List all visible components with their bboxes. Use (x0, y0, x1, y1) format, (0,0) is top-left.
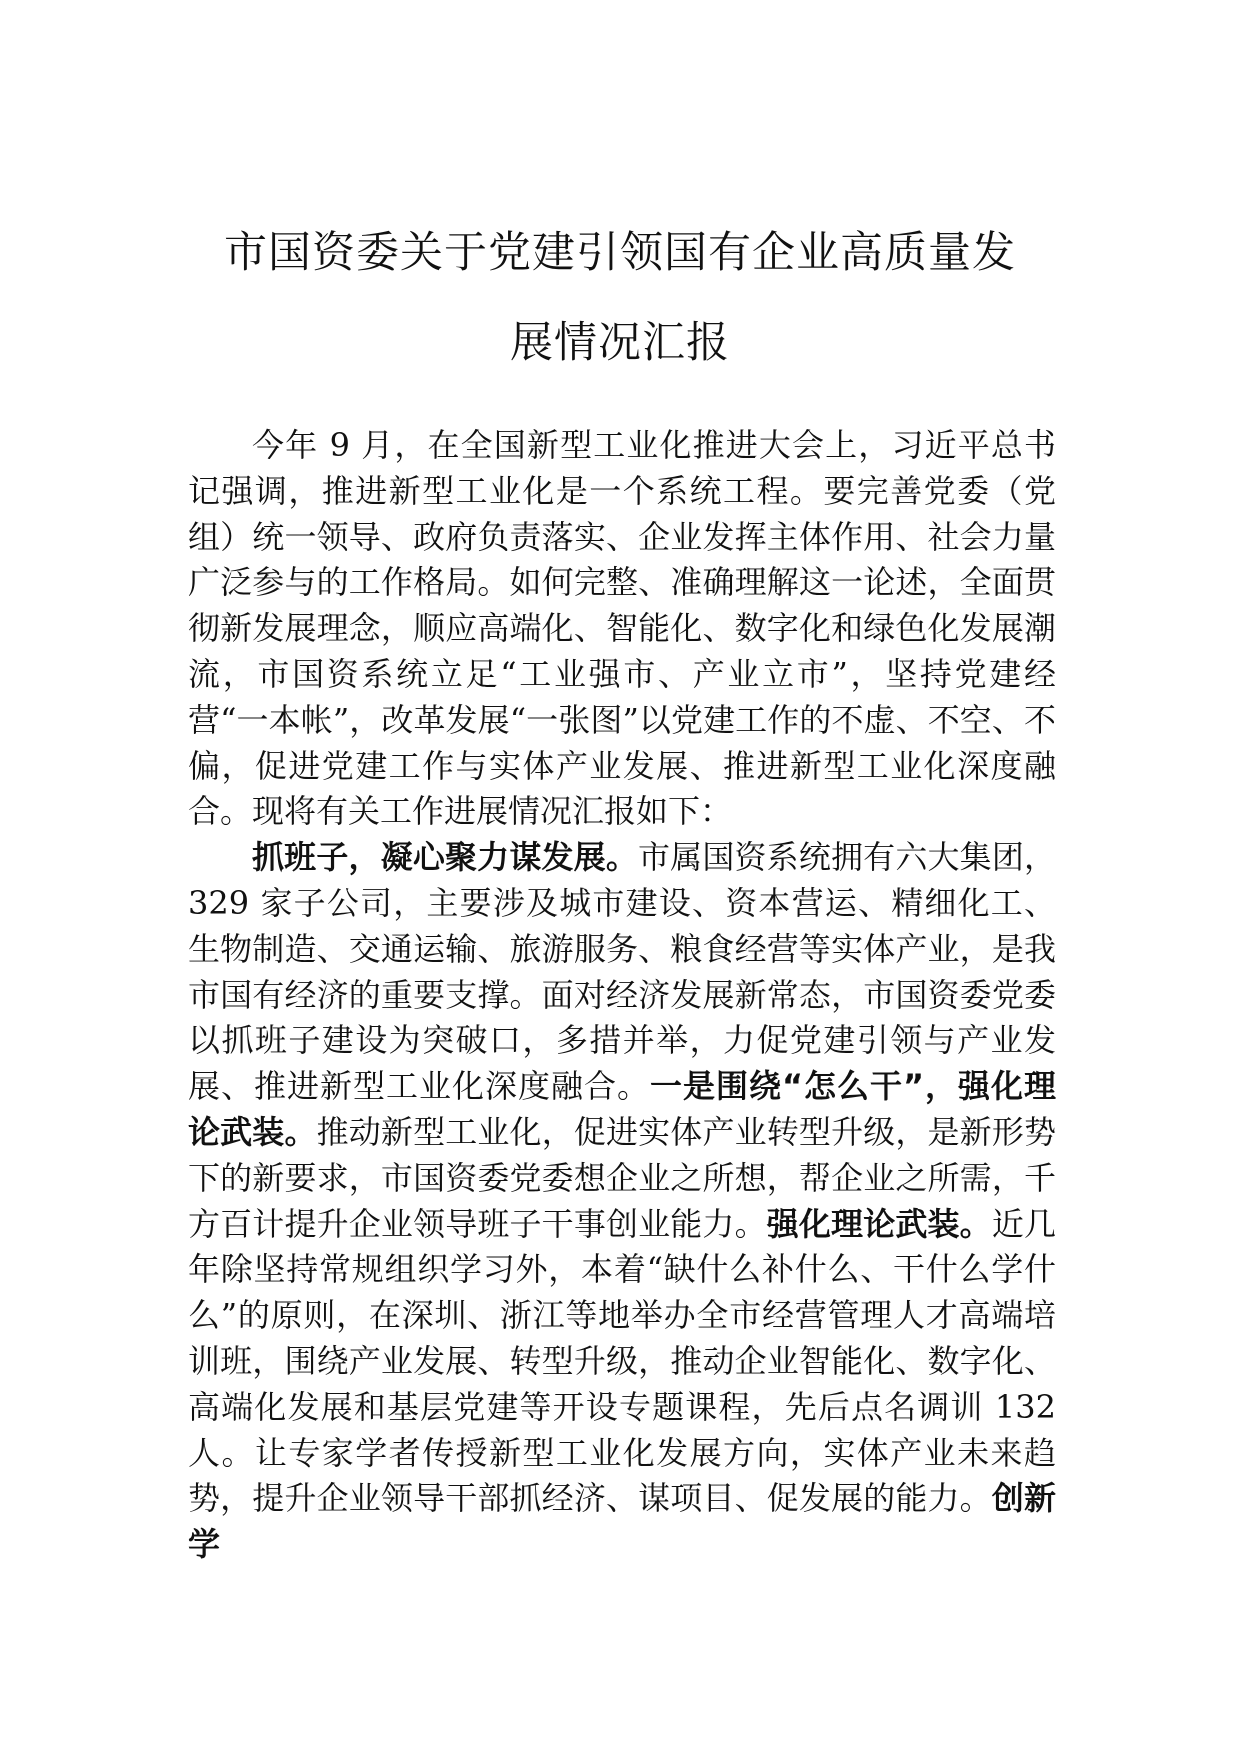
section-heading: 抓班子，凝心聚力谋发展。 (252, 838, 638, 877)
subsection-heading: 一是围绕“怎么干”，强化理论武装。 (188, 1067, 1056, 1151)
paragraph-intro: 今年 9 月，在全国新型工业化推进大会上，习近平总书记强调，推进新型工业化是一个系统工程。要完善党委（党组）统一领导、政府负责落实、企业发挥主体作用、社会力量广泛参与的工作格局。如何完整、准确理解这一论述，全面贯彻新发展理念，顺应高端化、智能化、数字化和绿色化发展潮流，市国资系统立足“工业强市、产业立市”，坚持党建经营“一本帐”，改革发展“一张图”以党建工作的不虚、不空、不偏，促进党建工作与实体产业发展、推进新型工业化深度融合。现将有关工作进展情况汇报如下： (188, 426, 1056, 831)
paragraph-text: 市属国资系统拥有六大集团，329 家子公司，主要涉及城市建设、资本营运、精细化工、生物制造、交通运输、旅游服务、粮食经营等实体产业，是我市国有经济的重要支撑。面对经济发展新常态，市国资委党委以抓班子建设为突破口，多措并举，力促党建引领与产业发展、推进新型工业化深度融合。 (188, 838, 1056, 1106)
subsection-heading: 创新学 (188, 1479, 1056, 1564)
document-title (190, 208, 1050, 388)
title-line-2: 展情况汇报 (510, 318, 730, 368)
paragraph-text: 推动新型工业化，促进实体产业转型升级，是新形势下的新要求，市国资委党委想企业之所想，帮企业之所需，千方百计提升企业领导班子干事创业能力。 (188, 1112, 1056, 1243)
subsection-heading: 强化理论武装。 (766, 1204, 992, 1243)
paragraph-team-building (188, 835, 1056, 1568)
title-line-1: 市国资委关于党建引领国有企业高质量发 (224, 228, 1016, 278)
document-body (188, 423, 1056, 1568)
paragraph-text: 近几年除坚持常规组织学习外，本着“缺什么补什么、干什么学什么”的原则，在深圳、浙江等地举办全市经营管理人才高端培训班，围绕产业发展、转型升级，推动企业智能化、数字化、高端化发展和基层党建等开设专题课程，先后点名调训 132 人。让专家学者传授新型工业化发展方向，实体产业未来趋势，提升企业领导干部抓经济、谋项目、促发展的能力。 (188, 1204, 1056, 1518)
